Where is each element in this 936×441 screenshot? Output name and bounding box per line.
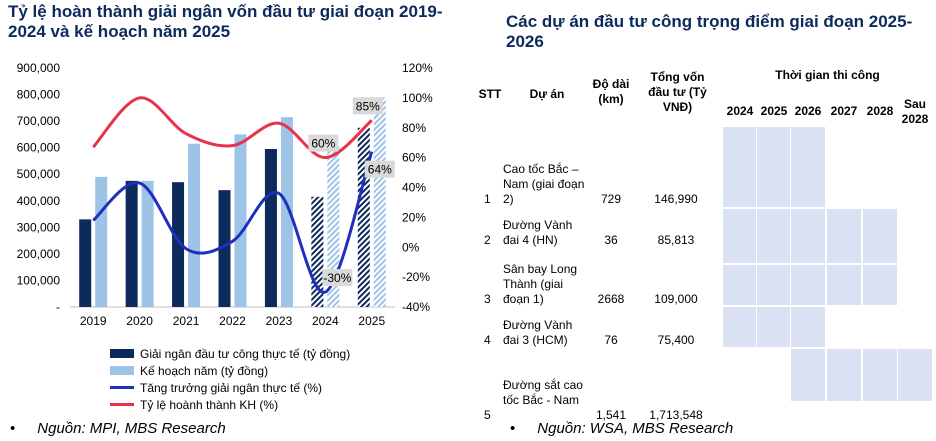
legend-swatch bbox=[110, 386, 134, 389]
y-left-tick-label: 400,000 bbox=[16, 193, 60, 208]
legend-swatch bbox=[110, 349, 134, 358]
row-length: 36 bbox=[604, 233, 618, 247]
y-left-tick-label: 700,000 bbox=[16, 114, 60, 129]
timeline-cell bbox=[756, 126, 792, 208]
row-length: 1,541 bbox=[595, 408, 627, 422]
right-table-title: Các dự án đầu tư công trọng điểm giai đoạn 2025-2026 bbox=[506, 12, 913, 51]
timeline-cell bbox=[756, 306, 792, 348]
row-stt: 3 bbox=[484, 292, 491, 306]
left-chart-title: Tỷ lệ hoàn thành giải ngân vốn đầu tư giai đoạn 2019-2024 và kế hoạch năm 2025 bbox=[8, 2, 443, 41]
year-header: 2028 bbox=[866, 104, 894, 118]
annotation-label: 60% bbox=[311, 136, 336, 151]
row-capital: 109,000 bbox=[654, 292, 698, 306]
timeline-cell bbox=[897, 348, 933, 402]
timeline-cell bbox=[790, 126, 826, 208]
bar-plan bbox=[235, 134, 247, 307]
x-tick-label: 2019 bbox=[79, 314, 107, 328]
timeline-cell bbox=[722, 126, 758, 208]
timeline-cell bbox=[790, 208, 826, 264]
row-capital: 146,990 bbox=[654, 192, 698, 206]
header-project: Dự án bbox=[529, 87, 565, 101]
y-left-tick-label: 300,000 bbox=[16, 220, 60, 235]
timeline-cell bbox=[826, 208, 862, 264]
row-stt: 5 bbox=[484, 408, 491, 422]
bar-actual bbox=[358, 128, 370, 307]
project-name: Đường sắt cao tốc Bắc - Nam bbox=[503, 378, 583, 407]
timeline-cell bbox=[722, 306, 758, 348]
y-right-tick-label: -20% bbox=[402, 270, 431, 285]
header-stt: STT bbox=[478, 87, 502, 101]
x-tick-label: 2020 bbox=[126, 314, 153, 328]
bar-actual bbox=[126, 181, 138, 307]
row-stt: 4 bbox=[484, 333, 491, 347]
y-left-tick-label: 500,000 bbox=[16, 167, 60, 182]
x-tick-label: 2021 bbox=[172, 314, 200, 328]
legend-item bbox=[110, 379, 350, 396]
y-right-tick-label: -40% bbox=[402, 300, 431, 314]
y-right-tick-label: 40% bbox=[402, 180, 427, 195]
timeline-cell bbox=[826, 348, 862, 402]
timeline-cell bbox=[756, 264, 792, 306]
bar-plan bbox=[374, 97, 386, 307]
y-left-tick-label: 600,000 bbox=[16, 140, 60, 155]
legend-item bbox=[110, 362, 350, 379]
timeline-cell bbox=[790, 264, 826, 306]
left-source bbox=[10, 420, 226, 438]
project-name: Đường Vành đai 3 (HCM) bbox=[503, 318, 573, 347]
legend-label: Tăng trưởng giải ngân thực tế (%) bbox=[140, 380, 323, 395]
y-right-tick-label: 100% bbox=[402, 90, 433, 105]
left-source-text: Nguồn: MPI, MBS Research bbox=[37, 420, 226, 437]
project-name: Đường Vành đai 4 (HN) bbox=[503, 218, 573, 247]
row-capital: 85,813 bbox=[657, 233, 695, 247]
y-left-tick-label: 800,000 bbox=[16, 87, 60, 102]
right-source-text: Nguồn: WSA, MBS Research bbox=[537, 420, 734, 437]
legend-item bbox=[110, 345, 350, 362]
year-header: Sau 2028 bbox=[901, 97, 929, 126]
legend-swatch bbox=[110, 403, 134, 406]
row-capital: 1,713,548 bbox=[649, 408, 703, 422]
project-name: Sân bay Long Thành (giai đoạn 1) bbox=[503, 262, 578, 306]
header-timeline: Thời gian thi công bbox=[775, 68, 880, 82]
timeline-cell bbox=[862, 348, 898, 402]
annotation-label: 64% bbox=[367, 162, 392, 177]
bar-plan bbox=[95, 177, 107, 307]
row-stt: 2 bbox=[484, 233, 491, 247]
row-capital: 75,400 bbox=[657, 333, 695, 347]
row-length: 76 bbox=[604, 333, 618, 347]
y-right-tick-label: 80% bbox=[402, 120, 427, 135]
y-right-tick-label: 20% bbox=[402, 210, 427, 225]
bullet-icon: • bbox=[10, 420, 16, 437]
timeline-cell bbox=[862, 264, 898, 306]
legend-label: Kế hoạch năm (tỷ đồng) bbox=[140, 363, 269, 378]
bar-actual bbox=[79, 219, 91, 307]
timeline-cell bbox=[722, 208, 758, 264]
timeline-cell bbox=[790, 306, 826, 348]
timeline-cell bbox=[790, 348, 826, 402]
y-left-tick-label: 100,000 bbox=[16, 273, 60, 288]
y-left-tick-label: 200,000 bbox=[16, 246, 60, 261]
bar-plan bbox=[142, 181, 154, 307]
x-tick-label: 2023 bbox=[265, 314, 293, 328]
y-right-tick-label: 60% bbox=[402, 150, 427, 165]
row-length: 729 bbox=[600, 192, 622, 206]
y-right-tick-label: 0% bbox=[402, 240, 420, 255]
legend-item bbox=[110, 396, 350, 413]
x-tick-label: 2024 bbox=[312, 314, 339, 328]
year-header: 2027 bbox=[830, 104, 858, 118]
bar-actual bbox=[265, 149, 277, 307]
chart-legend bbox=[110, 345, 350, 413]
annotation-label: -30% bbox=[323, 271, 352, 286]
timeline-cell bbox=[756, 208, 792, 264]
year-header: 2026 bbox=[794, 104, 822, 118]
x-tick-label: 2025 bbox=[358, 314, 386, 328]
y-left-tick-label: 900,000 bbox=[16, 61, 60, 75]
timeline-cell bbox=[722, 264, 758, 306]
right-source bbox=[510, 420, 733, 438]
legend-swatch bbox=[110, 366, 134, 375]
disbursement-chart bbox=[0, 50, 470, 395]
y-right-tick-label: 120% bbox=[402, 61, 433, 75]
year-header: 2024 bbox=[726, 104, 754, 118]
timeline-cell bbox=[862, 208, 898, 264]
row-length: 2668 bbox=[597, 292, 625, 306]
bar-plan bbox=[188, 144, 200, 307]
annotation-label: 85% bbox=[355, 99, 380, 114]
legend-label: Tỷ lệ hoành thành KH (%) bbox=[140, 397, 279, 412]
header-capital: Tổng vốn đầu tư (Tỷ VNĐ) bbox=[648, 70, 707, 114]
legend-label: Giải ngân đầu tư công thực tế (tỷ đồng) bbox=[140, 346, 351, 361]
bullet-icon: • bbox=[510, 420, 516, 437]
timeline-cell bbox=[826, 264, 862, 306]
year-header: 2025 bbox=[760, 104, 788, 118]
header-length: Độ dài (km) bbox=[592, 77, 630, 106]
row-stt: 1 bbox=[484, 192, 491, 206]
x-tick-label: 2022 bbox=[219, 314, 246, 328]
project-name: Cao tốc Bắc – Nam (giai đoạn 2) bbox=[503, 162, 585, 206]
y-left-tick-label: - bbox=[56, 300, 60, 314]
